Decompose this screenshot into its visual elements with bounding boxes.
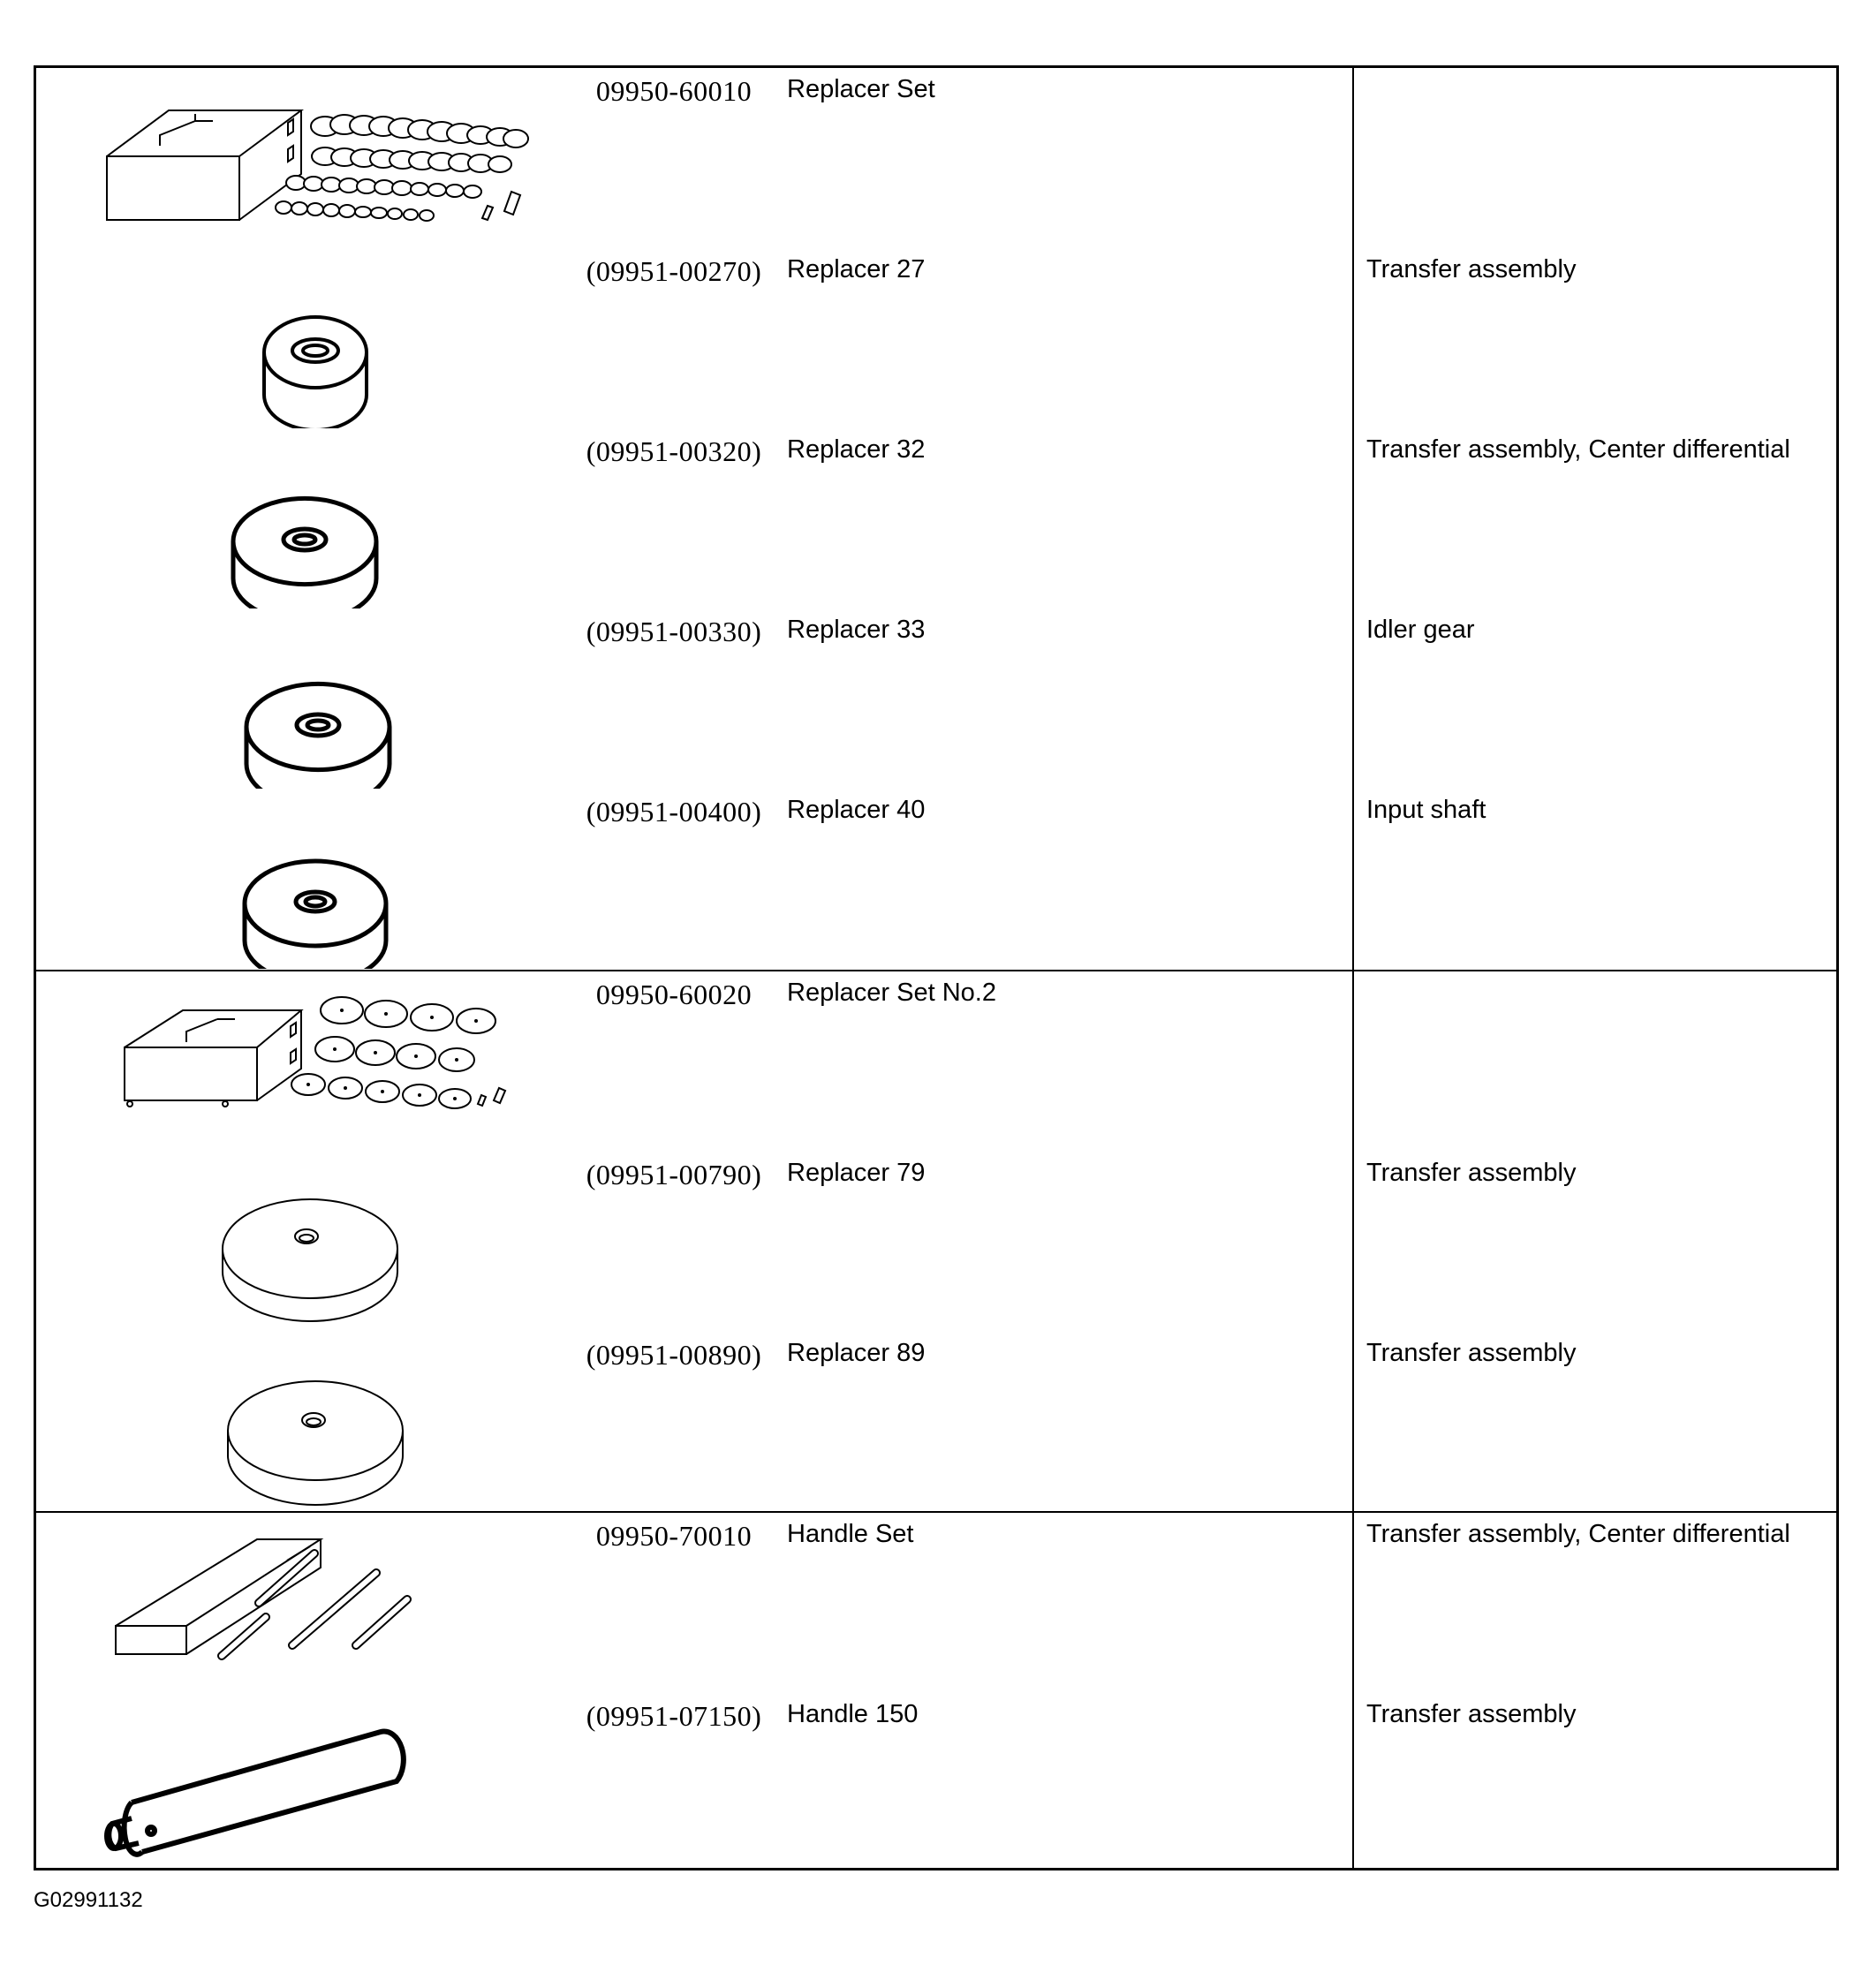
tool-row-handle-150 (36, 1693, 1352, 1873)
part-number: (09951-00320) (586, 435, 762, 467)
replacer-disc-icon (63, 1332, 566, 1512)
tool-row-replacer-89 (36, 1332, 1352, 1512)
usage-text: Transfer assembly, Center differential (1366, 1520, 1790, 1548)
part-number: 09950-60020 (595, 979, 753, 1010)
figure-code: G02991132 (34, 1888, 143, 1912)
usage-text: Transfer assembly (1366, 255, 1577, 283)
tool-row-replacer-79 (36, 1152, 1352, 1332)
tool-row-replacer-set-no2 (36, 971, 1352, 1152)
tool-name: Replacer Set (787, 75, 935, 103)
tool-name: Replacer 40 (787, 796, 926, 824)
part-number: (09951-00270) (586, 255, 762, 287)
column-divider (1352, 68, 1354, 1868)
tool-name: Replacer 27 (787, 255, 926, 283)
part-number: (09951-07150) (586, 1700, 762, 1732)
tool-name: Replacer Set No.2 (787, 979, 996, 1007)
tool-row-replacer-32 (36, 428, 1352, 608)
usage-text: Idler gear (1366, 616, 1475, 644)
usage-text: Transfer assembly (1366, 1700, 1577, 1728)
part-number: 09950-60010 (595, 75, 753, 107)
tool-name: Replacer 79 (787, 1159, 926, 1187)
tool-name: Replacer 33 (787, 616, 926, 644)
tool-name: Handle Set (787, 1520, 914, 1548)
usage-text: Input shaft (1366, 796, 1486, 824)
tool-name: Replacer 32 (787, 435, 926, 464)
tool-row-replacer-set (36, 68, 1352, 248)
part-number: (09951-00400) (586, 796, 762, 828)
replacer-disc-icon (63, 1152, 566, 1332)
part-number: (09951-00890) (586, 1339, 762, 1371)
replacer-disc-icon (63, 248, 566, 428)
usage-text: Transfer assembly (1366, 1159, 1577, 1187)
replacer-disc-icon (63, 428, 566, 608)
usage-text: Transfer assembly, Center differential (1366, 435, 1790, 464)
replacer-disc-icon (63, 608, 566, 789)
tool-row-handle-set (36, 1513, 1352, 1693)
tool-row-replacer-33 (36, 608, 1352, 789)
handle-set-case-icon (63, 1513, 566, 1693)
tool-row-replacer-40 (36, 789, 1352, 969)
tool-name: Replacer 89 (787, 1339, 926, 1367)
part-number: 09950-70010 (595, 1520, 753, 1552)
part-number: (09951-00330) (586, 616, 762, 647)
replacer-disc-icon (63, 789, 566, 969)
part-number: (09951-00790) (586, 1159, 762, 1190)
replacer-set-case-icon (63, 971, 566, 1152)
usage-text: Transfer assembly (1366, 1339, 1577, 1367)
tool-name: Handle 150 (787, 1700, 919, 1728)
handle-bar-icon (63, 1693, 566, 1873)
tool-row-replacer-27 (36, 248, 1352, 428)
special-tools-table (34, 65, 1839, 1870)
replacer-set-case-icon (63, 68, 566, 248)
